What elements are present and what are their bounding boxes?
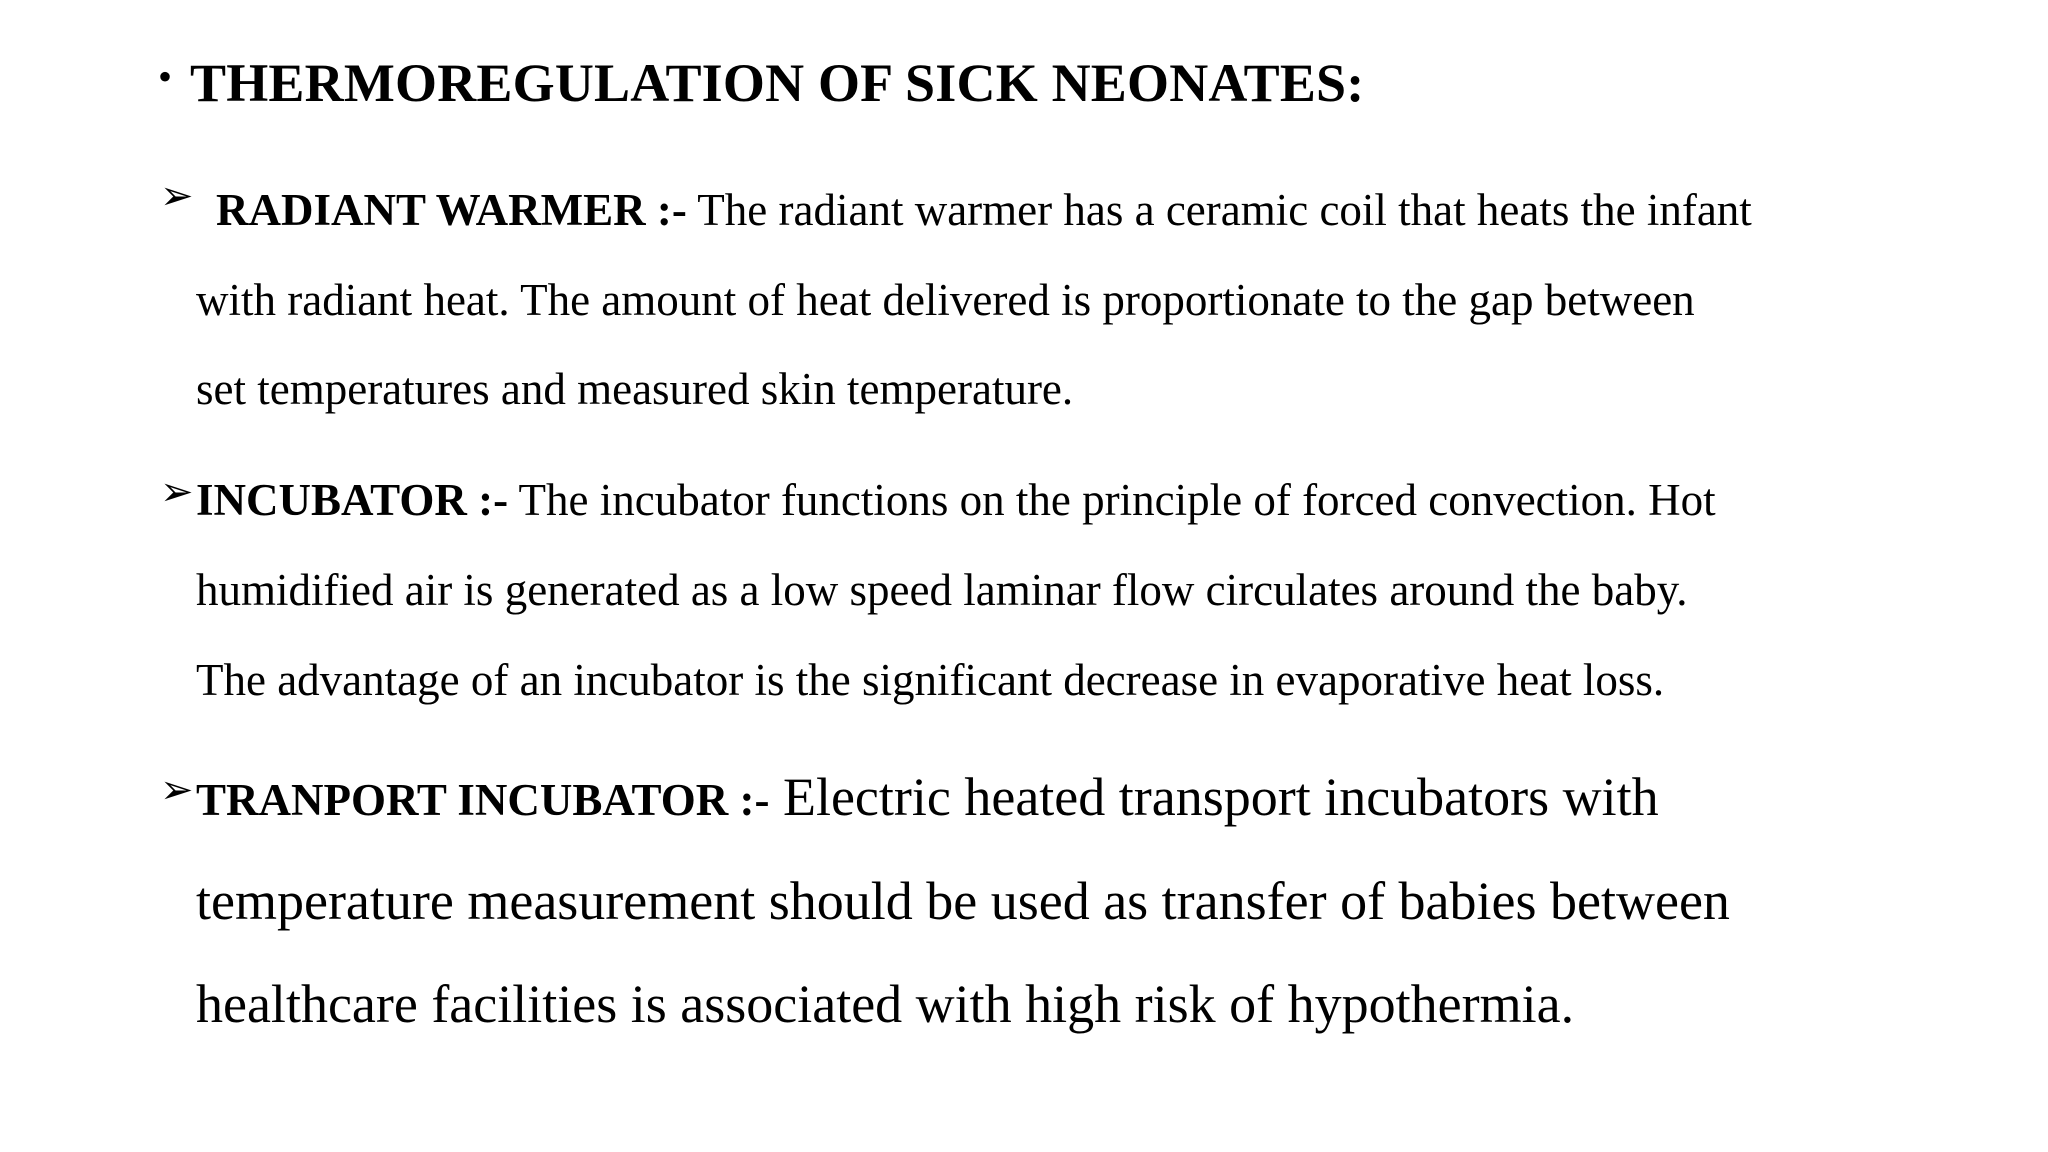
item-label: INCUBATOR :-: [196, 475, 509, 525]
item-label: TRANPORT INCUBATOR :-: [196, 775, 770, 825]
bullet-item-incubator: [160, 460, 1920, 720]
slide-title: [158, 48, 1364, 118]
item-label: RADIANT WARMER :-: [216, 185, 687, 235]
item-text: The radiant warmer has a ceramic coil that heats the infant: [686, 185, 1752, 235]
arrow-bullet-icon: ➢: [160, 469, 194, 515]
item-line: [216, 184, 1752, 236]
title-text: THERMOREGULATION OF SICK NEONATES:: [190, 53, 1365, 113]
item-text: The incubator functions on the principle of forced convection. Hot: [508, 475, 1716, 525]
bullet-item-radiant-warmer: [160, 170, 1920, 430]
item-line: healthcare facilities is associated with high risk of hypothermia.: [196, 974, 1575, 1034]
arrow-bullet-icon: ➢: [160, 767, 194, 813]
item-line: humidified air is generated as a low speed laminar flow circulates around the baby.: [196, 565, 1688, 615]
title-bullet-icon: •: [158, 54, 173, 99]
item-line: with radiant heat. The amount of heat delivered is proportionate to the gap between: [196, 275, 1695, 325]
bullet-item-transport-incubator: [160, 760, 1920, 1060]
arrow-bullet-icon: ➢: [160, 173, 194, 219]
item-line: set temperatures and measured skin temperature.: [196, 364, 1074, 414]
item-line: The advantage of an incubator is the significant decrease in evaporative heat loss.: [196, 655, 1665, 705]
item-line: [196, 474, 1716, 526]
item-line: [196, 766, 1659, 828]
item-line: temperature measurement should be used as transfer of babies between: [196, 871, 1730, 931]
item-text: Electric heated transport incubators with: [769, 767, 1659, 827]
